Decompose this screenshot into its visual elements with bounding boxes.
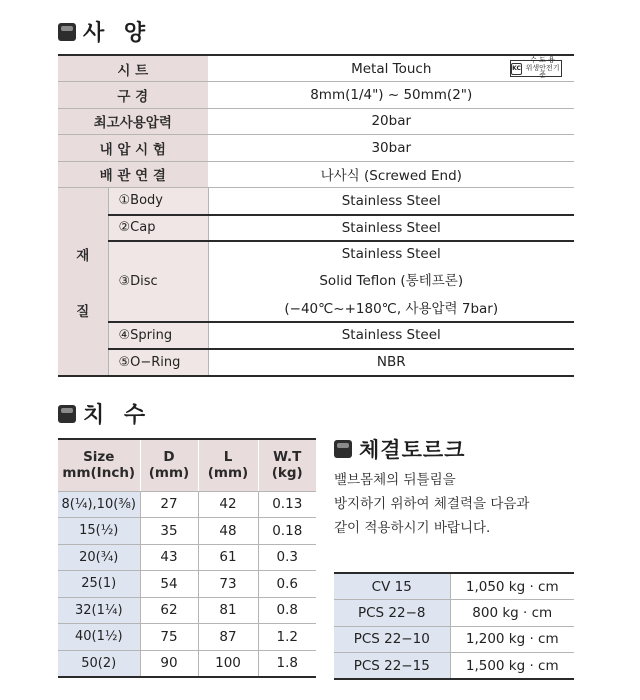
spec-label: 구 경 — [58, 82, 208, 109]
spec-value: 8mm(1/4") ~ 50mm(2") — [208, 82, 574, 109]
spec-section-title — [58, 16, 151, 47]
table-row: PCS 22−15 1,500 kg · cm — [334, 653, 574, 680]
material-value: Stainless Steel — [208, 188, 574, 215]
material-table — [58, 188, 574, 375]
material-value: Stainless Steel — [208, 322, 574, 349]
table-row: 8(¼),10(⅜) 27 42 0.13 — [58, 491, 316, 518]
material-label-cell — [58, 188, 108, 375]
spec-label: 시 트 — [58, 55, 208, 82]
table-row: 20(¾) 43 61 0.3 — [58, 544, 316, 571]
header-d: D (mm) — [140, 439, 198, 491]
table-row: 32(1¼) 62 81 0.8 — [58, 597, 316, 624]
spec-label: 내 압 시 험 — [58, 135, 208, 162]
material-part: ④Spring — [108, 322, 208, 349]
dimension-section-title — [58, 398, 151, 429]
material-part: ③Disc — [108, 241, 208, 322]
spec-row-seat — [58, 55, 574, 82]
disc-line-3: (−40℃~+180℃, 사용압력 7bar) — [284, 301, 499, 318]
spec-row-max-pressure — [58, 108, 574, 135]
header-size: Size mm(Inch) — [58, 439, 140, 491]
square-bullet-icon — [58, 23, 76, 41]
spec-row-pressure-test — [58, 135, 574, 162]
spec-value: 20bar — [208, 108, 574, 135]
table-row: PCS 22−8 800 kg · cm — [334, 600, 574, 627]
material-part: ①Body — [108, 188, 208, 215]
torque-desc-line: 방지하기 위하여 체결력을 다음과 — [334, 496, 530, 512]
material-value: Stainless Steel — [208, 215, 574, 242]
spec-value-cell — [208, 55, 574, 82]
material-label-2: 질 — [76, 303, 90, 320]
material-value: NBR — [208, 349, 574, 376]
square-bullet-icon — [58, 405, 76, 423]
square-bullet-icon — [334, 440, 352, 458]
table-row: 50(2) 90 100 1.8 — [58, 650, 316, 677]
header-weight: W.T (kg) — [258, 439, 316, 491]
certification-mark — [510, 56, 562, 80]
torque-description — [334, 468, 584, 540]
disc-line-2: Solid Teflon (통테프론) — [319, 273, 464, 290]
torque-desc-line: 밸브몸체의 뒤틀림을 — [334, 472, 456, 488]
spec-value: 나사식 (Screwed End) — [208, 161, 574, 188]
table-row: 25(1) 54 73 0.6 — [58, 571, 316, 598]
spec-row-material — [58, 188, 574, 377]
spec-value: Metal Touch — [351, 60, 432, 77]
torque-desc-line: 같이 적용하시기 바랍니다. — [334, 520, 491, 536]
table-row: PCS 22−10 1,200 kg · cm — [334, 626, 574, 653]
material-part: ⑤O−Ring — [108, 349, 208, 376]
disc-line-1: Stainless Steel — [341, 245, 441, 262]
cert-mark-line1: 수 도 용 — [530, 56, 555, 65]
spec-label: 배 관 연 결 — [58, 161, 208, 188]
spec-label: 최고사용압력 — [58, 108, 208, 135]
dimension-header-row — [58, 439, 316, 491]
table-row: 15(½) 35 48 0.18 — [58, 518, 316, 545]
cert-mark-line2: 위생안전기준 — [525, 63, 560, 80]
spec-table — [58, 54, 574, 377]
spec-row-connection — [58, 161, 574, 188]
table-row: 40(1½) 75 87 1.2 — [58, 624, 316, 651]
dimension-title-text: 치 수 — [83, 403, 152, 428]
material-value-disc — [208, 241, 574, 322]
material-label-1: 재 — [76, 247, 90, 264]
torque-table — [334, 572, 574, 680]
table-row: CV 15 1,050 kg · cm — [334, 573, 574, 600]
kc-logo-icon: KC — [511, 63, 522, 75]
spec-row-size — [58, 82, 574, 109]
torque-section-title — [334, 434, 465, 464]
spec-title-text: 사 양 — [83, 21, 152, 46]
dimension-table — [58, 438, 316, 678]
torque-title-text: 체결토르크 — [359, 438, 466, 462]
material-part: ②Cap — [108, 215, 208, 242]
spec-value: 30bar — [208, 135, 574, 162]
header-l: L (mm) — [198, 439, 258, 491]
